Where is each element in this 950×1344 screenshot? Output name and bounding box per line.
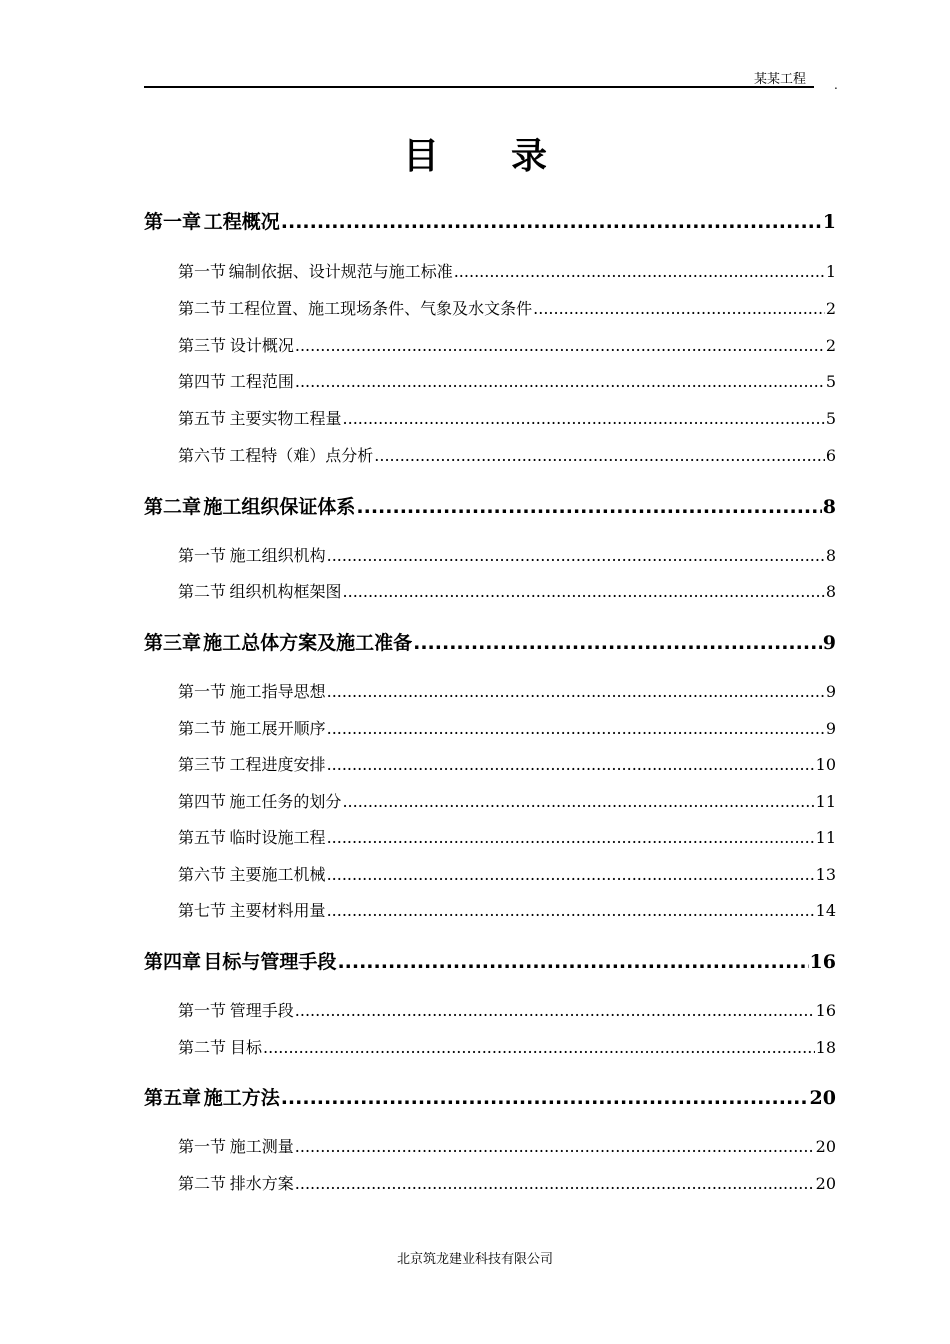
toc-section-entry[interactable] <box>178 789 836 812</box>
toc-section-entry[interactable] <box>178 998 836 1021</box>
toc-entry-title: 施工任务的划分 <box>229 792 342 811</box>
toc-chapter-entry[interactable] <box>144 947 836 974</box>
toc-entry-page-number: 8 <box>825 582 836 601</box>
toc-entry-title: 施工组织保证体系 <box>203 496 356 518</box>
toc-dot-leader <box>295 1001 815 1020</box>
toc-section-entry[interactable] <box>178 543 836 566</box>
toc-entry-title: 施工指导思想 <box>229 682 326 701</box>
toc-entry-number: 第一节 <box>178 262 227 281</box>
toc-entry-title: 工程位置、施工现场条件、气象及水文条件 <box>228 299 533 318</box>
toc-entry-page-number: 14 <box>815 901 836 920</box>
toc-entry-number: 第六节 <box>178 865 227 884</box>
toc-section-entry[interactable] <box>178 296 836 319</box>
toc-entry-number: 第二节 <box>178 719 227 738</box>
toc-section-entry[interactable] <box>178 898 836 921</box>
toc-dot-leader <box>327 682 825 701</box>
toc-entry-page-number: 11 <box>815 792 836 811</box>
toc-dot-leader <box>295 1174 815 1193</box>
toc-dot-leader <box>343 582 825 601</box>
toc-entry-page-number: 10 <box>815 755 836 774</box>
toc-section-entry[interactable] <box>178 369 836 392</box>
toc-entry-title: 设计概况 <box>229 336 294 355</box>
header-dot: . <box>834 78 838 92</box>
toc-dot-leader <box>374 446 825 465</box>
toc-entry-number: 第一章 <box>144 211 202 233</box>
toc-dot-leader <box>327 865 815 884</box>
toc-entry-number: 第五节 <box>178 409 227 428</box>
toc-entry-title: 工程范围 <box>229 372 294 391</box>
toc-chapter-entry[interactable] <box>144 1083 836 1110</box>
toc-entry-page-number: 2 <box>825 336 836 355</box>
toc-dot-leader <box>327 546 825 565</box>
toc-entry-title: 施工组织机构 <box>229 546 326 565</box>
toc-dot-leader <box>327 719 825 738</box>
toc-entry-title: 编制依据、设计规范与施工标准 <box>228 262 453 281</box>
toc-entry-page-number: 8 <box>822 496 836 518</box>
toc-entry-title: 组织机构框架图 <box>229 582 342 601</box>
toc-entry-page-number: 9 <box>825 682 836 701</box>
toc-chapter-entry[interactable] <box>144 207 836 234</box>
toc-entry-number: 第四节 <box>178 792 227 811</box>
toc-entry-number: 第五章 <box>144 1087 202 1109</box>
toc-entry-page-number: 16 <box>809 951 836 973</box>
toc-entry-title: 临时设施工程 <box>229 828 326 847</box>
toc-entry-page-number: 20 <box>815 1174 836 1193</box>
toc-entry-number: 第三节 <box>178 336 227 355</box>
toc-dot-leader <box>356 496 821 518</box>
toc-dot-leader <box>263 1038 815 1057</box>
toc-entry-page-number: 5 <box>825 409 836 428</box>
toc-entry-page-number: 5 <box>825 372 836 391</box>
toc-entry-title: 管理手段 <box>229 1001 294 1020</box>
toc-entry-title: 目标与管理手段 <box>203 951 337 973</box>
toc-dot-leader <box>327 828 815 847</box>
toc-dot-leader <box>295 372 825 391</box>
toc-entry-title: 工程特（难）点分析 <box>229 446 374 465</box>
toc-section-entry[interactable] <box>178 579 836 602</box>
toc-entry-title: 施工方法 <box>203 1087 280 1109</box>
toc-dot-leader <box>281 1087 809 1109</box>
toc-dot-leader <box>281 211 822 233</box>
toc-entry-number: 第五节 <box>178 828 227 847</box>
toc-dot-leader <box>295 1137 815 1156</box>
page-header <box>144 66 814 88</box>
toc-chapter-entry[interactable] <box>144 628 836 655</box>
toc-entry-number: 第二节 <box>178 1174 227 1193</box>
toc-entry-page-number: 13 <box>815 865 836 884</box>
toc-section-entry[interactable] <box>178 752 836 775</box>
toc-section-entry[interactable] <box>178 825 836 848</box>
toc-entry-number: 第一节 <box>178 1137 227 1156</box>
toc-entry-title: 工程概况 <box>203 211 280 233</box>
toc-entry-number: 第一节 <box>178 682 227 701</box>
toc-entry-number: 第三章 <box>144 632 202 654</box>
toc-entry-title: 主要材料用量 <box>229 901 326 920</box>
toc-dot-leader <box>295 336 825 355</box>
toc-section-entry[interactable] <box>178 1171 836 1194</box>
toc-entry-page-number: 1 <box>825 262 836 281</box>
toc-section-entry[interactable] <box>178 716 836 739</box>
toc-entry-title: 施工测量 <box>229 1137 294 1156</box>
toc-entry-number: 第二章 <box>144 496 202 518</box>
toc-section-entry[interactable] <box>178 1134 836 1157</box>
toc-entry-page-number: 8 <box>825 546 836 565</box>
toc-section-entry[interactable] <box>178 1035 836 1058</box>
toc-entry-title: 施工展开顺序 <box>229 719 326 738</box>
toc-section-entry[interactable] <box>178 259 836 282</box>
toc-entry-title: 主要施工机械 <box>229 865 326 884</box>
toc-entry-title: 主要实物工程量 <box>229 409 342 428</box>
toc-entry-page-number: 11 <box>815 828 836 847</box>
toc-entry-title: 工程进度安排 <box>229 755 326 774</box>
toc-dot-leader <box>533 299 825 318</box>
toc-entry-page-number: 6 <box>825 446 836 465</box>
toc-entry-number: 第一节 <box>178 546 227 565</box>
toc-entry-number: 第二节 <box>178 1038 227 1057</box>
toc-entry-page-number: 18 <box>815 1038 836 1057</box>
toc-section-entry[interactable] <box>178 862 836 885</box>
toc-entry-number: 第一节 <box>178 1001 227 1020</box>
page-footer: 北京筑龙建业科技有限公司 <box>396 1252 553 1267</box>
toc-section-entry[interactable] <box>178 679 836 702</box>
page-title: 目录 <box>402 136 619 177</box>
toc-entry-title: 施工总体方案及施工准备 <box>203 632 413 654</box>
toc-dot-leader <box>327 901 815 920</box>
toc-entry-page-number: 16 <box>815 1001 836 1020</box>
toc-dot-leader <box>342 792 814 811</box>
toc-dot-leader <box>454 262 825 281</box>
toc-section-entry[interactable] <box>178 333 836 356</box>
toc-entry-number: 第四章 <box>144 951 202 973</box>
toc-entry-page-number: 2 <box>825 299 836 318</box>
toc-entry-number: 第四节 <box>178 372 227 391</box>
toc-dot-leader <box>413 632 822 654</box>
toc-entry-title: 排水方案 <box>229 1174 294 1193</box>
toc-entry-number: 第七节 <box>178 901 227 920</box>
toc-dot-leader <box>327 755 815 774</box>
header-text: 某某工程 <box>753 72 806 87</box>
toc-section-entry[interactable] <box>178 443 836 466</box>
toc-entry-title: 目标 <box>230 1038 263 1057</box>
toc-entry-page-number: 20 <box>809 1087 836 1109</box>
toc-entry-page-number: 1 <box>822 211 836 233</box>
toc-section-entry[interactable] <box>178 406 836 429</box>
toc-entry-number: 第六节 <box>178 446 227 465</box>
toc-entry-page-number: 9 <box>825 719 836 738</box>
toc-dot-leader <box>343 409 825 428</box>
toc-entry-page-number: 20 <box>815 1137 836 1156</box>
toc-entry-page-number: 9 <box>822 632 836 654</box>
toc-entry-number: 第二节 <box>178 582 227 601</box>
toc-dot-leader <box>337 951 808 973</box>
toc-chapter-entry[interactable] <box>144 492 836 519</box>
toc-entry-number: 第二节 <box>178 299 227 318</box>
toc-entry-number: 第三节 <box>178 755 227 774</box>
